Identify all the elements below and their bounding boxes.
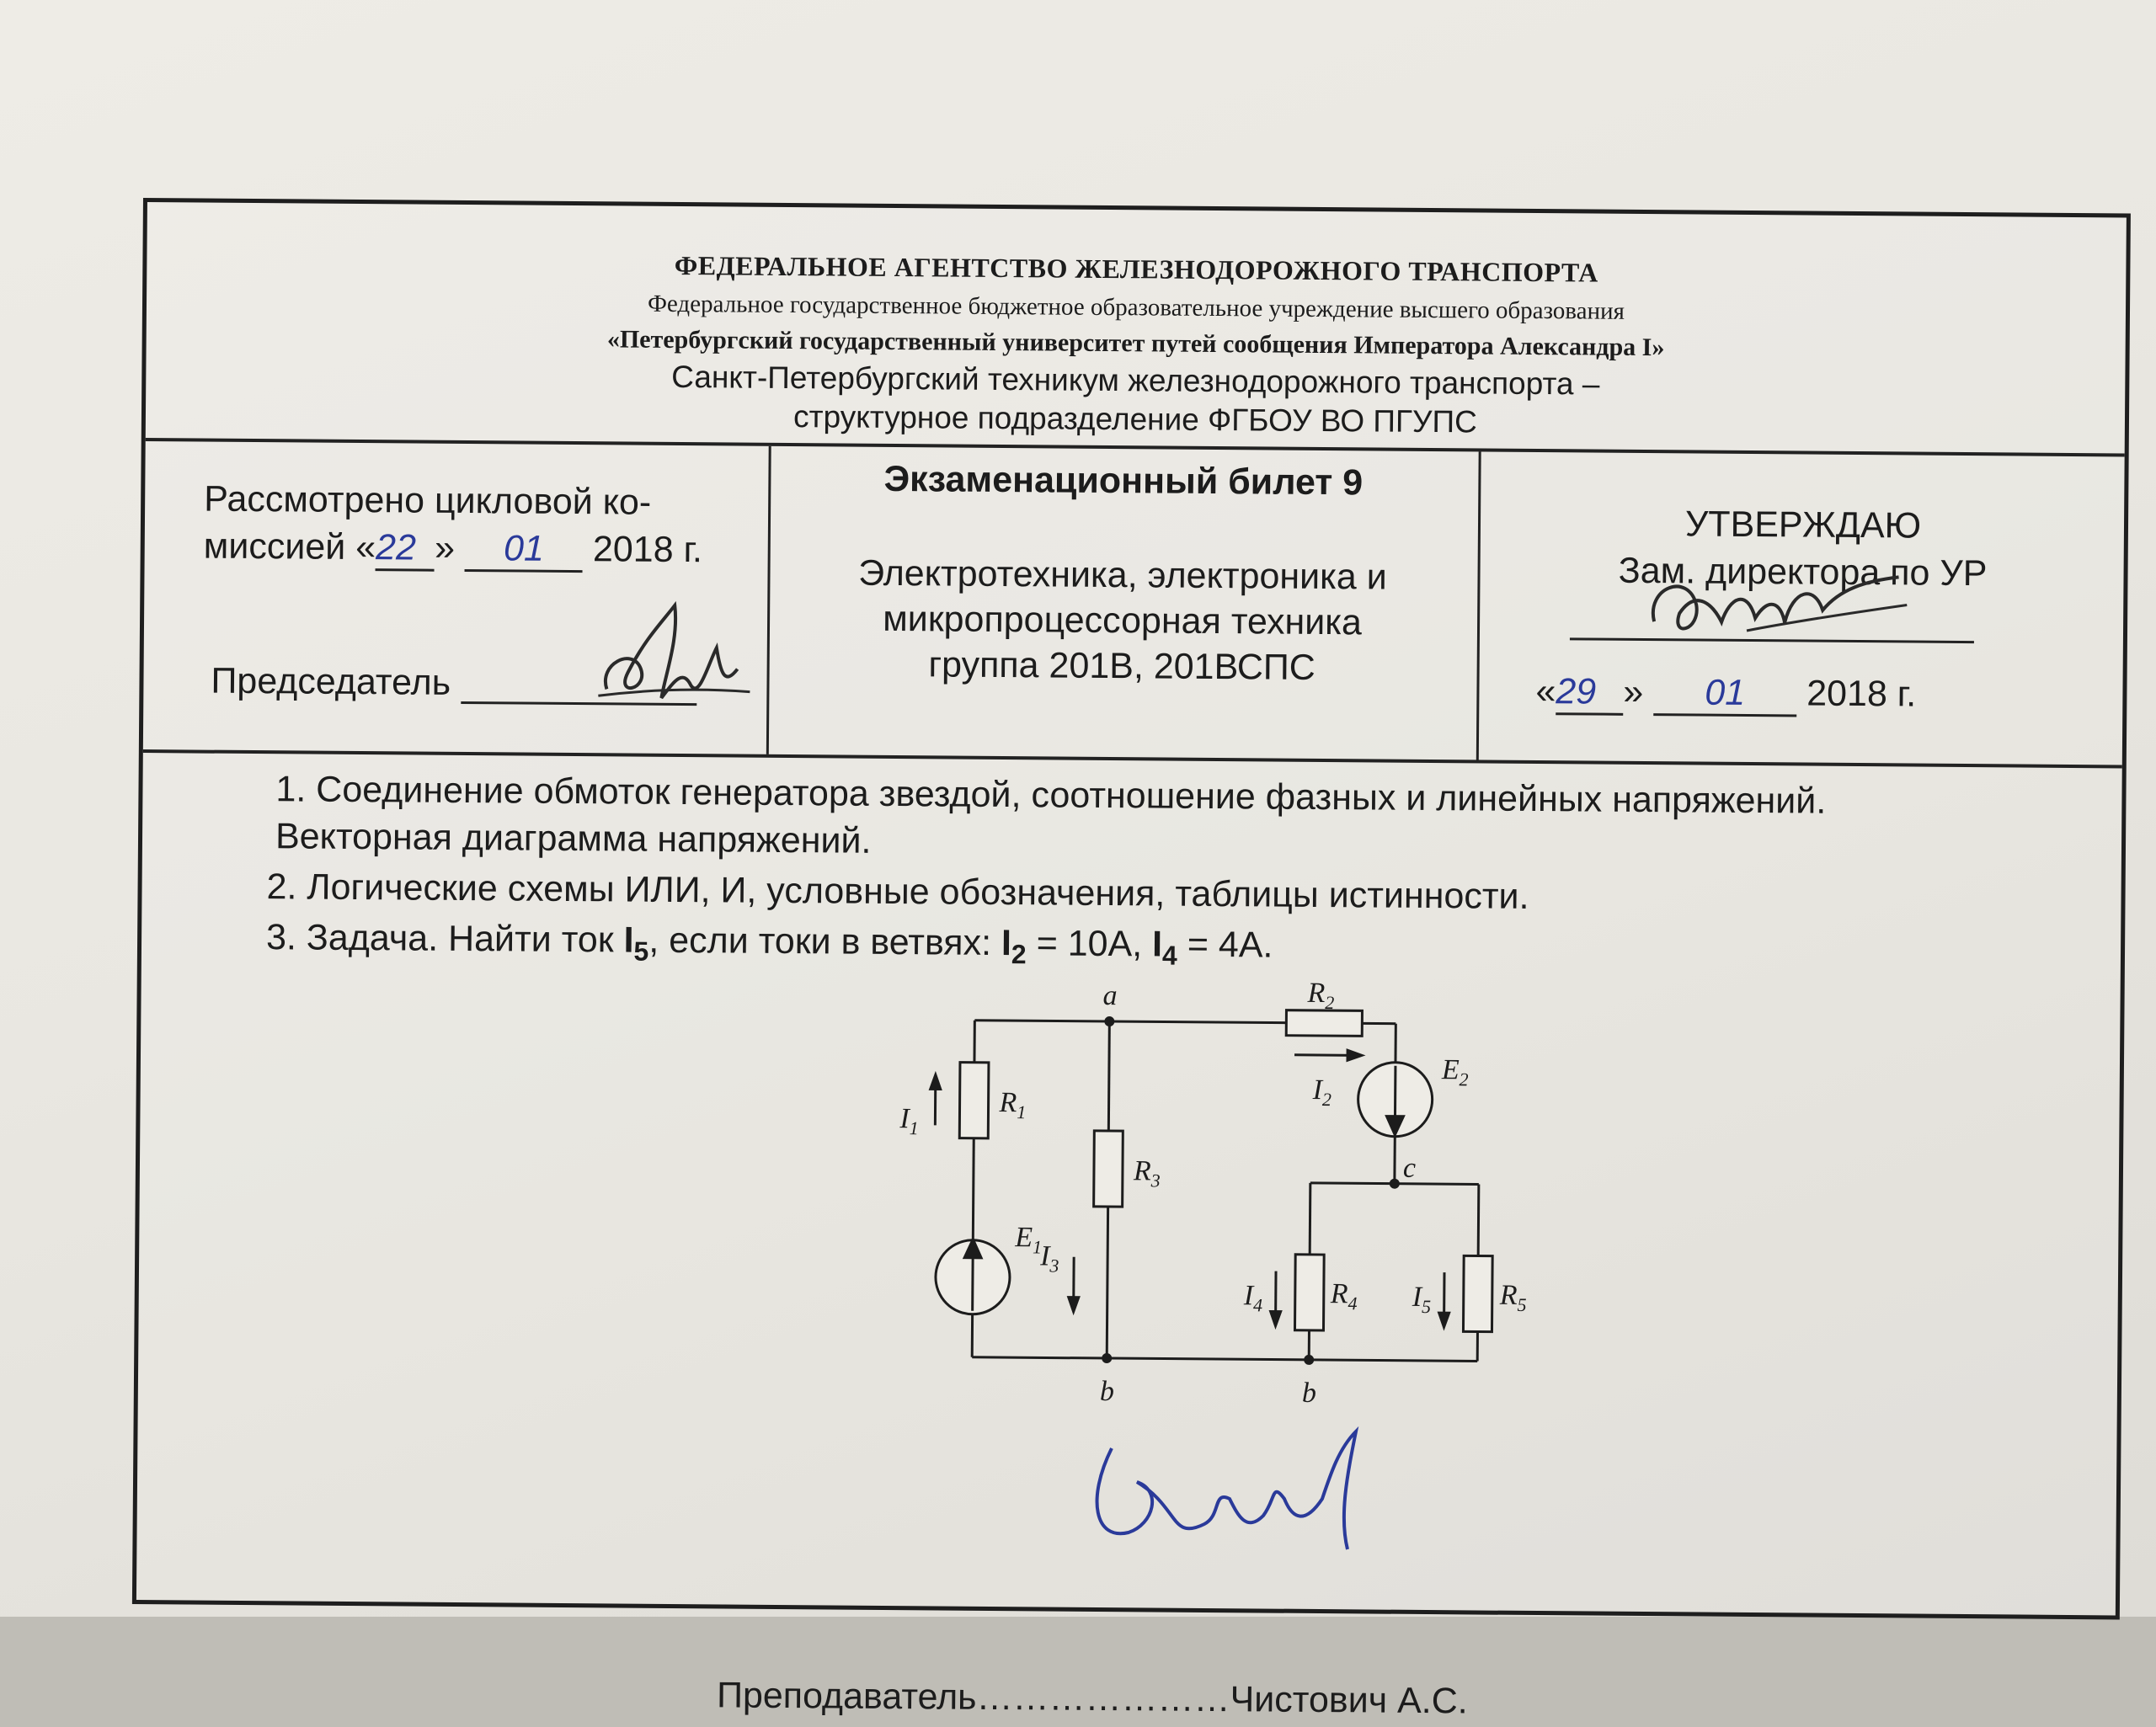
label-r1: $R_1$ (998, 1087, 1026, 1122)
committee-line-1: Рассмотрено цикловой ко- (204, 479, 651, 524)
agency-title: ФЕДЕРАЛЬНОЕ АГЕНТСТВО ЖЕЛЕЗНОДОРОЖНОГО ТРАНСПОРТА (147, 246, 2126, 292)
approver-position: Зам. директора по УР (1477, 549, 2127, 595)
label-i5: $I_5$ (1412, 1282, 1432, 1317)
committee-month: 01 (465, 528, 583, 573)
label-r2: $R_2$ (1306, 978, 1334, 1013)
label-r3: $R_3$ (1133, 1155, 1161, 1191)
resistor-r5 (1463, 1255, 1492, 1331)
university-name: «Петербургский государственный университет путей сообщения Императора Александра I» (147, 322, 2126, 365)
circuit-diagram (879, 978, 1641, 1379)
resistor-r4 (1294, 1255, 1324, 1330)
committee-block (143, 441, 771, 754)
chair-signature (581, 588, 767, 724)
label-i1: $I_1$ (899, 1103, 919, 1138)
node-b1-label: b (1100, 1376, 1114, 1407)
teacher-signature (1070, 1398, 1390, 1566)
approval-row (143, 441, 2125, 768)
approval-block (1476, 451, 2129, 765)
subject-line-1: Электротехника, электроника и (767, 552, 1477, 600)
college-line-2: структурное подразделение ФГБОУ ВО ПГУПС (146, 394, 2125, 445)
label-e1: $E_1$ (1014, 1222, 1042, 1257)
approver-signature (1620, 537, 1941, 674)
resistor-r2 (1286, 1010, 1362, 1037)
approve-word: УТВЕРЖДАЮ (1478, 502, 2128, 548)
ticket-title: Экзаменационный билет 9 (768, 458, 1478, 505)
group-line: группа 201В, 201ВСПС (766, 643, 1476, 690)
node-a-label: a (1102, 980, 1117, 1011)
label-i3: $I_3$ (1039, 1240, 1059, 1276)
institution-type: Федеральное государственное бюджетное образовательное учреждение высшего образования (147, 286, 2126, 329)
question-3: 3. Задача. Найти ток $I_5$, если токи в ветвях: $I_2 = 10А$, $I_4 = 4А$. (266, 917, 1273, 972)
node-b2-label: b (1302, 1378, 1316, 1409)
label-i2: $I_2$ (1312, 1074, 1332, 1110)
teacher-label: Преподаватель (717, 1675, 977, 1717)
teacher-line (717, 1675, 1468, 1722)
label-r4: $R_4$ (1330, 1278, 1358, 1314)
chair-label: Председатель (211, 661, 461, 703)
subject-line-2: микропроцессорная техника (767, 598, 1477, 645)
label-r5: $R_5$ (1499, 1280, 1527, 1315)
teacher-dots: ………………… (976, 1677, 1230, 1719)
approval-day: 29 (1556, 671, 1623, 716)
node-c-label: c (1403, 1153, 1416, 1184)
approval-month: 01 (1653, 672, 1796, 717)
question-1-line-1: 1. Соединение обмоток генератора звездой, соотношение фазных и линейных напряжений. (275, 769, 1826, 822)
approval-date: «29 » 01 2018 г. (1535, 671, 1916, 718)
resistor-r3 (1094, 1131, 1123, 1207)
label-e2: $E_2$ (1441, 1054, 1469, 1090)
teacher-name: Чистович А.С. (1230, 1679, 1468, 1721)
ticket-header (146, 202, 2127, 456)
committee-line-2: миссией «22 » 01 2018 г. (204, 526, 703, 574)
question-1-line-2: Векторная диаграмма напряжений. (275, 816, 872, 862)
resistor-r1 (959, 1063, 989, 1138)
question-2: 2. Логические схемы ИЛИ, И, условные обозначения, таблицы истинности. (266, 866, 1529, 918)
ticket-title-block (766, 446, 1481, 760)
committee-day: 22 (376, 527, 435, 572)
label-i4: $I_4$ (1243, 1280, 1263, 1315)
college-line-1: Санкт-Петербургский техникум железнодорожного транспорта – (146, 355, 2125, 406)
